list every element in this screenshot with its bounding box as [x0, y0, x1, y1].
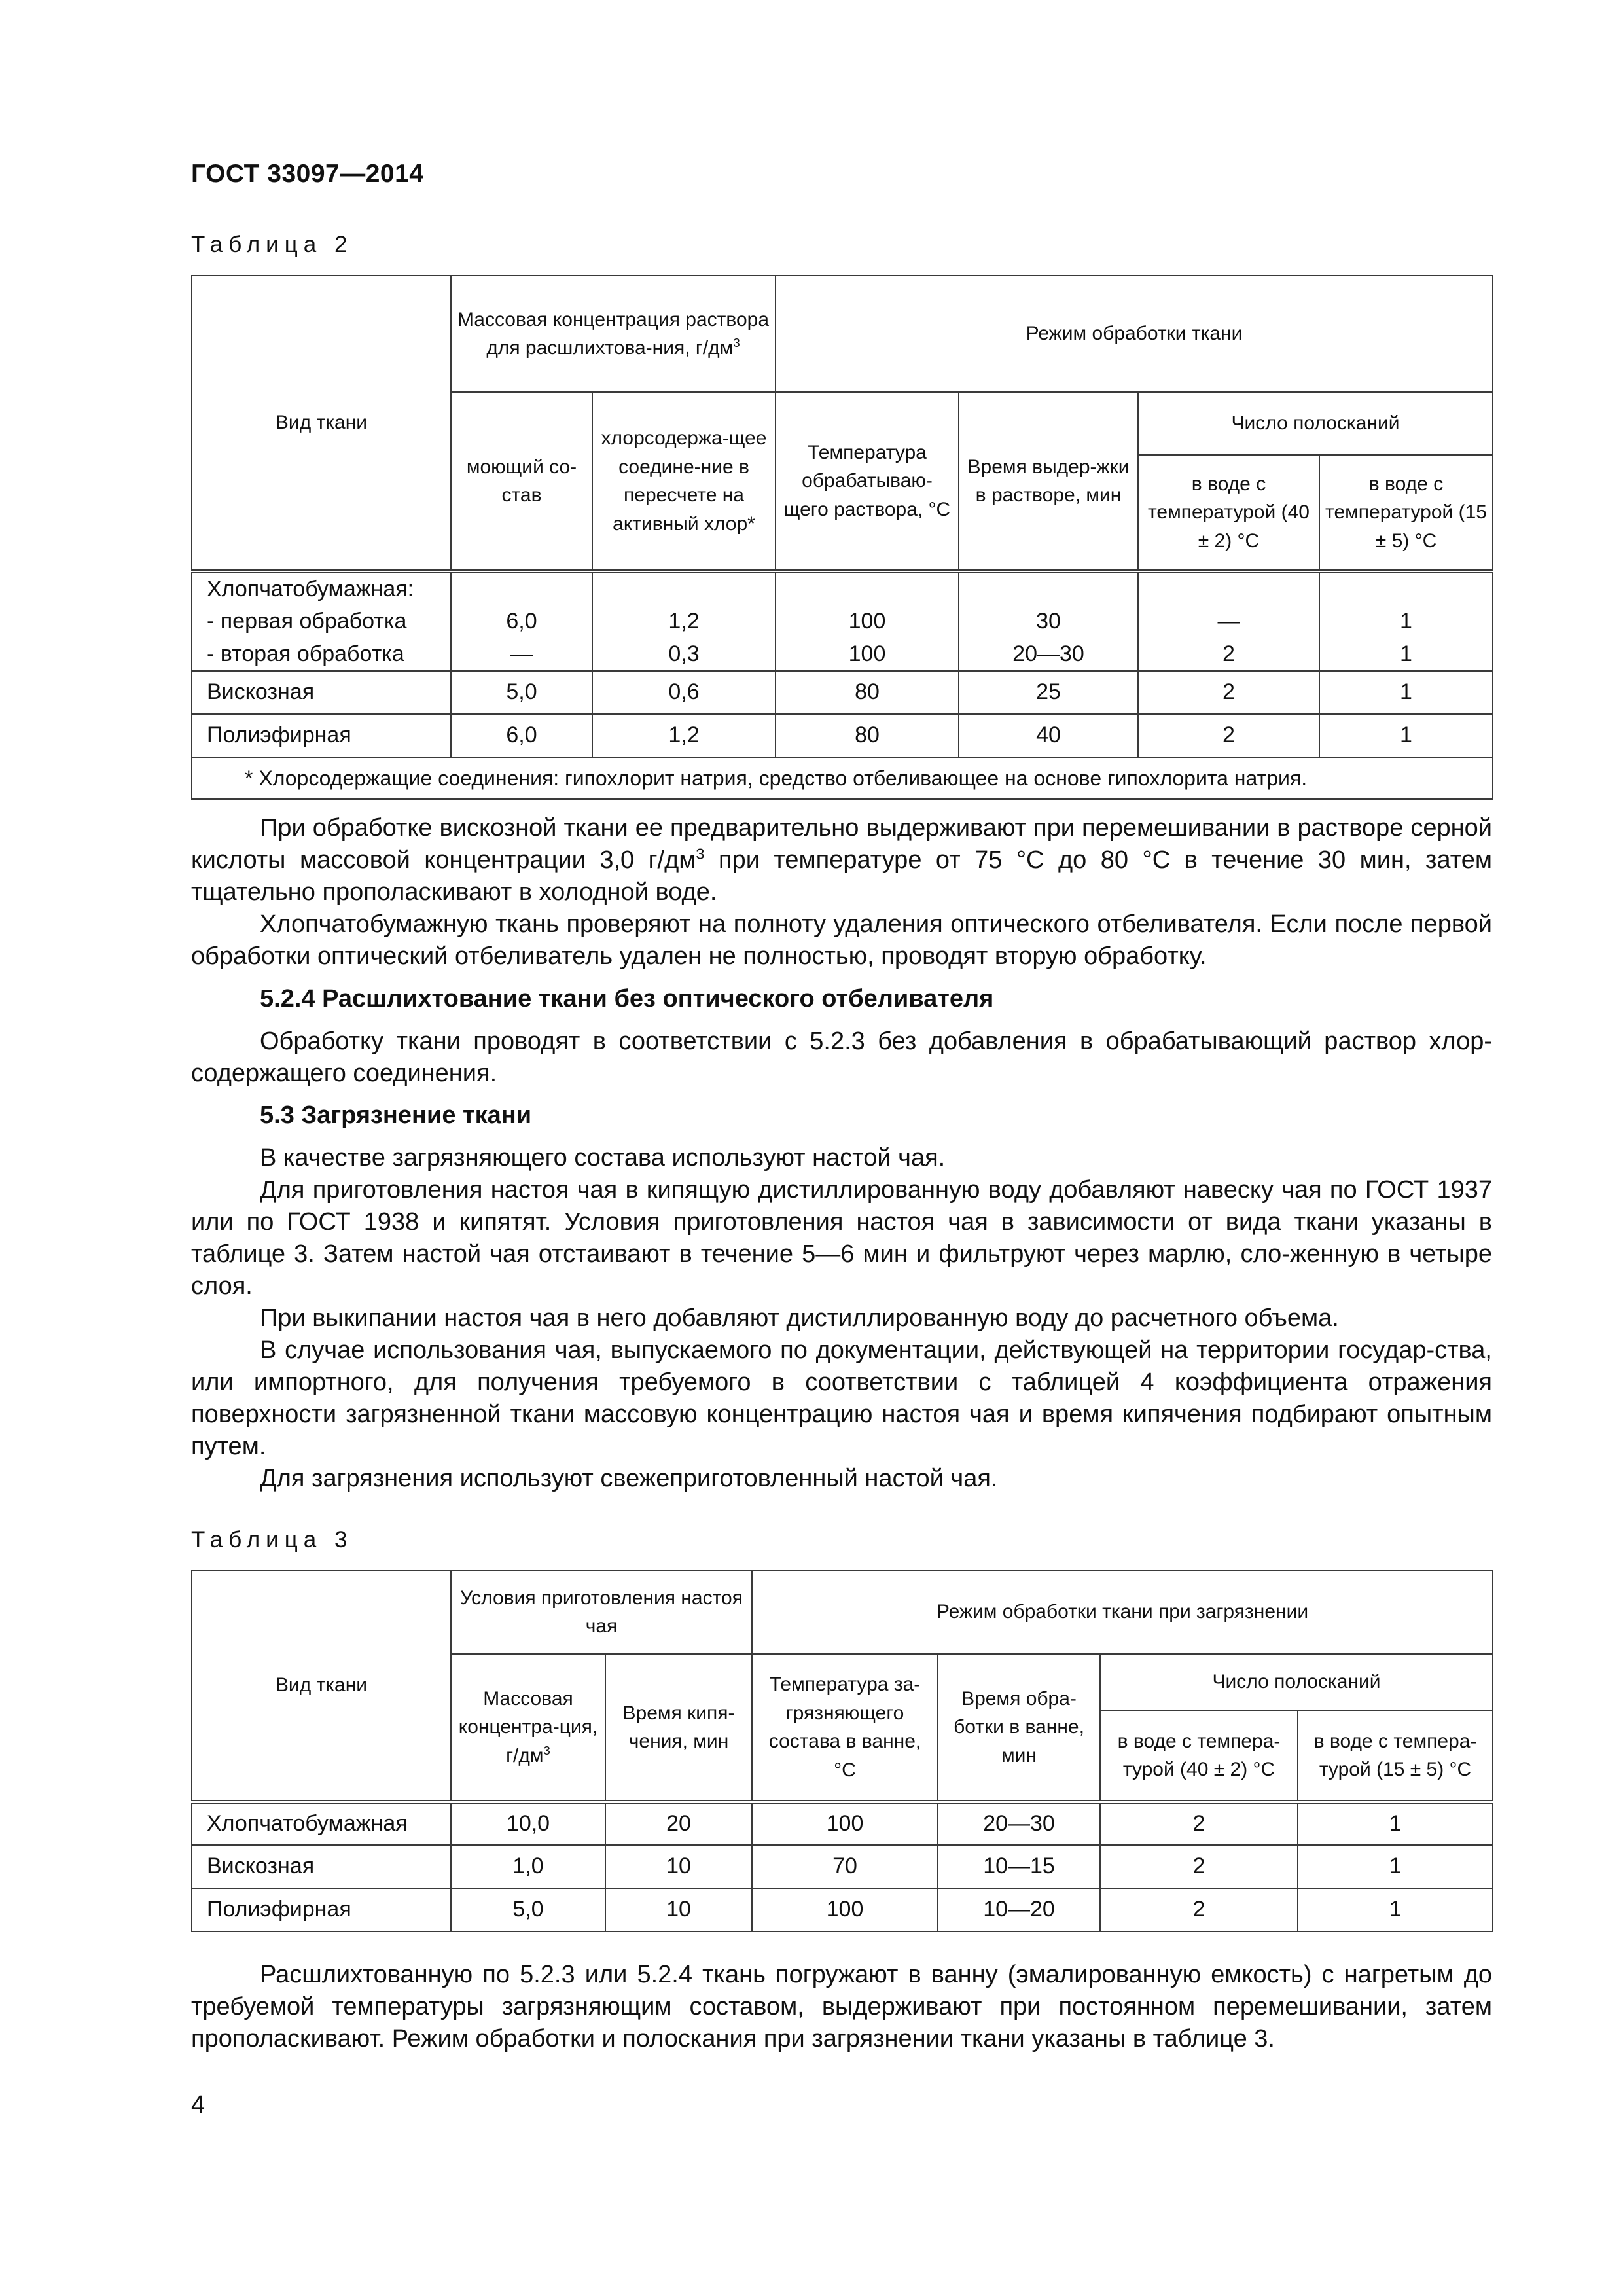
table-cell: 20—30: [938, 1802, 1100, 1845]
t2-header-temperature: Температура обрабатываю-щего раствора, °С: [776, 392, 959, 571]
t3-header-preparation: Условия приготовления настоя чая: [451, 1570, 752, 1654]
paragraph: Для приготовления настоя чая в кипящую дистиллированную воду добавляют навеску чая по ГОСТ 1937 или по ГОСТ 1938 и кипятят. Условия приготовления настоя чая в зависимости от вида ткани указаны в таблице 3. Затем настой чая отстаивают в течение 5—6 мин и фильтруют через марлю, сло-женную в четыре слоя.: [191, 1176, 1492, 1300]
paragraph: При выкипании настоя чая в него добавляют дистиллированную воду до расчетного объема.: [260, 1304, 1339, 1332]
table-cell: 70: [752, 1845, 938, 1888]
table-cell: 80: [776, 714, 959, 757]
table-cell: Вискозная: [192, 1845, 451, 1888]
table-2-label: Таблица 2: [191, 232, 353, 257]
table-cell: 1: [1298, 1888, 1493, 1931]
page-number: 4: [191, 2091, 205, 2119]
table-2-footnote: * Хлорсодержащие соединения: гипохлорит натрия, средство отбеливающее на основе гипохлорита натрия.: [192, 757, 1493, 799]
t2-header-rinses: Число полосканий: [1138, 392, 1493, 455]
t2-header-concentration: Массовая концентрация раствора для расшлихтова-ния, $г/дм^3$: [451, 276, 776, 392]
table-cell: 20: [605, 1802, 752, 1845]
paragraph: Хлопчатобумажную ткань проверяют на полноту удаления оптического отбеливателя. Если после первой обработки оптический отбеливатель удален не полностью, проводят вторую обработку.: [191, 910, 1492, 970]
table-cell: 10,0: [451, 1802, 605, 1845]
t2-header-detergent: моющий со-став: [451, 392, 592, 571]
table-3: [191, 1570, 1493, 1932]
paragraph: В качестве загрязняющего состава используют настой чая.: [260, 1144, 946, 1172]
table-row: [192, 1888, 1493, 1931]
table-cell: Хлопчатобумажная: - первая обработка - вторая обработка: [192, 571, 451, 671]
section-heading-5-3: 5.3 Загрязнение ткани: [260, 1102, 532, 1129]
t3-header-mode: Режим обработки ткани при загрязнении: [752, 1570, 1493, 1654]
table-cell: 10: [605, 1845, 752, 1888]
paragraph: Расшлихтованную по 5.2.3 или 5.2.4 ткань погружают в ванну (эмалированную емкость) с нагретым до требуемой температуры загрязняющим составом, выдерживают при постоянном перемешивании, затем прополаскивают. Режим обработки и полоскания при загрязнении ткани указаны в таблице 3.: [191, 1961, 1492, 2053]
table-cell: 2: [1138, 671, 1319, 714]
table-cell: 1 1: [1319, 571, 1493, 671]
table-cell: 2: [1100, 1888, 1298, 1931]
table-cell: 2: [1100, 1845, 1298, 1888]
table-cell: 30 20—30: [959, 571, 1138, 671]
t2-header-rinse-15: в воде с температурой (15 ± 5) °С: [1319, 455, 1493, 571]
t3-header-temperature: Температура за-грязняющего состава в ванне, °С: [752, 1654, 938, 1802]
table-cell: 1,2 0,3: [592, 571, 776, 671]
table-cell: 10: [605, 1888, 752, 1931]
table-cell: 6,0: [451, 714, 592, 757]
table-cell: 10—15: [938, 1845, 1100, 1888]
t3-header-concentration: Массовая концентра-ция, $г/дм^3$: [451, 1654, 605, 1802]
paragraph: В случае использования чая, выпускаемого по документации, действующей на территории государ-ства, или импортного, для получения требуемого в соответствии с таблицей 4 коэффициента отражения поверхности загрязненной ткани массовую концентрацию настоя чая и время кипячения подбирают опытным путем.: [191, 1336, 1492, 1460]
table-cell: Полиэфирная: [192, 1888, 451, 1931]
t3-header-boil-time: Время кипя-чения, мин: [605, 1654, 752, 1802]
table-cell: 5,0: [451, 1888, 605, 1931]
t3-header-time: Время обра-ботки в ванне, мин: [938, 1654, 1100, 1802]
table-2: [191, 275, 1493, 800]
t3-header-rinse-15: в воде с темпера-турой (15 ± 5) °С: [1298, 1710, 1493, 1802]
t2-header-mode: Режим обработки ткани: [776, 276, 1493, 392]
table-cell: 1: [1298, 1845, 1493, 1888]
table-cell: 100 100: [776, 571, 959, 671]
table-cell: 25: [959, 671, 1138, 714]
t3-header-fabric: Вид ткани: [192, 1570, 451, 1802]
t3-header-rinse-40: в воде с темпера-турой (40 ± 2) °С: [1100, 1710, 1298, 1802]
table-cell: 80: [776, 671, 959, 714]
table-cell: 1,0: [451, 1845, 605, 1888]
paragraph: Для загрязнения используют свежеприготовленный настой чая.: [260, 1465, 998, 1492]
table-row: [192, 671, 1493, 714]
table-row: [192, 1802, 1493, 1845]
document-header: ГОСТ 33097—2014: [191, 160, 424, 188]
table-cell: 5,0: [451, 671, 592, 714]
table-cell: 100: [752, 1888, 938, 1931]
table-row: [192, 1845, 1493, 1888]
section-heading-5-2-4: 5.2.4 Расшлихтование ткани без оптического отбеливателя: [260, 985, 994, 1013]
paragraph: Обработку ткани проводят в соответствии с 5.2.3 без добавления в обрабатывающий раствор хлор-содержащего соединения.: [191, 1028, 1492, 1087]
table-cell: Вискозная: [192, 671, 451, 714]
table-cell: 40: [959, 714, 1138, 757]
table-cell: 1: [1298, 1802, 1493, 1845]
table-cell: 2: [1138, 714, 1319, 757]
t2-header-fabric: Вид ткани: [192, 276, 451, 571]
table-cell: 100: [752, 1802, 938, 1845]
paragraph: При обработке вискозной ткани ее предварительно выдерживают при перемешивании в растворе серной кислоты массовой концентрации 3,0 $г/дм^3$ при температуре от 75 °С до 80 °С в течение 30 мин, затем тщательно прополаскивают в холодной воде.: [191, 814, 1492, 906]
table-cell: 0,6: [592, 671, 776, 714]
table-cell: 6,0 —: [451, 571, 592, 671]
t3-header-rinses: Число полосканий: [1100, 1654, 1493, 1710]
table-cell: Хлопчатобумажная: [192, 1802, 451, 1845]
table-cell: Полиэфирная: [192, 714, 451, 757]
table-cell: 1,2: [592, 714, 776, 757]
table-3-label: Таблица 3: [191, 1527, 353, 1552]
table-row: [192, 714, 1493, 757]
table-cell: 10—20: [938, 1888, 1100, 1931]
table-cell: 2: [1100, 1802, 1298, 1845]
t2-header-time: Время выдер-жки в растворе, мин: [959, 392, 1138, 571]
table-cell: 1: [1319, 671, 1493, 714]
t2-header-rinse-40: в воде с температурой (40 ± 2) °С: [1138, 455, 1319, 571]
t2-header-chlorine: хлорсодержа-щее соедине-ние в пересчете на активный хлор*: [592, 392, 776, 571]
table-cell: 1: [1319, 714, 1493, 757]
table-cell: — 2: [1138, 571, 1319, 671]
